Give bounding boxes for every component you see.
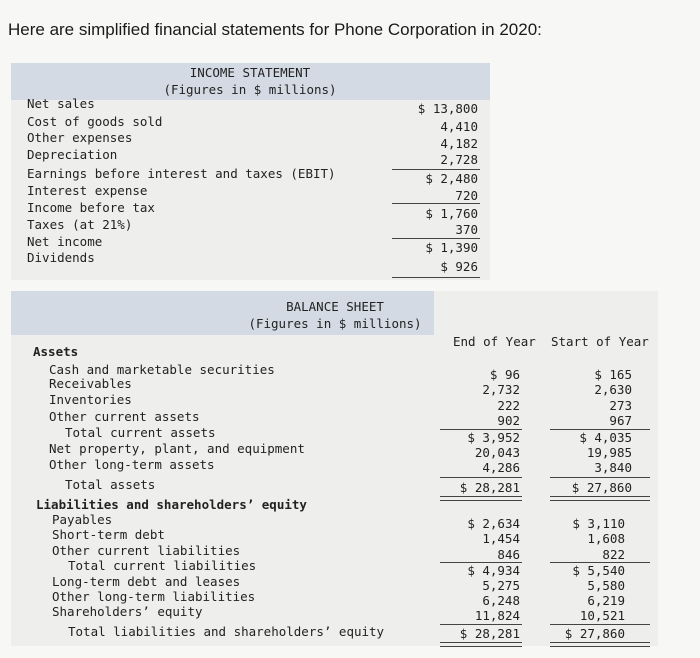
liab-end-rule-3	[440, 642, 522, 647]
asset-start-ppe: 19,985	[586, 445, 632, 460]
asset-start-rule-2	[550, 477, 650, 478]
income-value-net-sales: $ 13,800	[417, 101, 478, 116]
liab-end-other-long-term: 6,248	[482, 593, 520, 608]
liab-start-payables: $ 3,110	[572, 516, 625, 531]
liab-start-total: $ 27,860	[564, 626, 625, 641]
liab-label-short-term-debt: Short-term debt	[52, 527, 165, 542]
liab-start-rule-3	[550, 642, 650, 647]
asset-label-total-current: Total current assets	[65, 425, 216, 440]
asset-start-total-assets: $ 27,860	[571, 480, 632, 495]
liab-start-other-long-term: 6,219	[587, 593, 625, 608]
column-header-end-of-year: End of Year	[453, 334, 536, 349]
liab-start-equity: 10,521	[579, 608, 625, 623]
liab-end-payables: $ 2,634	[467, 516, 520, 531]
liabilities-heading: Liabilities and shareholders’ equity	[36, 497, 307, 512]
income-value-income-before-tax: $ 1,760	[425, 206, 478, 221]
liab-label-equity: Shareholders’ equity	[52, 604, 203, 619]
income-rule-2	[392, 203, 480, 204]
liab-end-long-term-debt: 5,275	[482, 578, 520, 593]
income-label-other-expenses: Other expenses	[27, 130, 133, 145]
income-value-net-income: $ 1,390	[425, 240, 478, 255]
income-label-interest: Interest expense	[27, 183, 148, 198]
income-label-cogs: Cost of goods sold	[27, 114, 163, 129]
asset-label-total-assets: Total assets	[65, 477, 156, 492]
income-label-taxes: Taxes (at 21%)	[27, 217, 133, 232]
liab-end-short-term-debt: 1,454	[482, 531, 520, 546]
income-label-income-before-tax: Income before tax	[27, 200, 155, 215]
balance-sheet-subtitle: (Figures in $ millions)	[248, 316, 422, 331]
income-statement-subtitle: (Figures in $ millions)	[163, 82, 337, 97]
asset-end-cash: $ 96	[489, 367, 520, 382]
intro-text: Here are simplified financial statements for Phone Corporation in 2020:	[8, 20, 542, 39]
income-value-ebit: $ 2,480	[425, 171, 478, 186]
liab-start-rule-2	[550, 624, 650, 625]
asset-end-other-current: 902	[497, 413, 520, 428]
liab-end-equity: 11,824	[474, 608, 520, 623]
income-value-taxes: 370	[455, 222, 478, 237]
asset-end-total-assets: $ 28,281	[459, 480, 520, 495]
asset-label-ppe: Net property, plant, and equipment	[49, 441, 305, 456]
income-label-depreciation: Depreciation	[27, 147, 118, 162]
income-rule-3	[392, 238, 480, 239]
income-rule-1	[392, 169, 480, 170]
income-label-net-sales: Net sales	[27, 96, 95, 111]
asset-end-rule-2	[440, 477, 522, 478]
liab-end-total: $ 28,281	[459, 626, 520, 641]
asset-label-receivables: Receivables	[49, 376, 132, 391]
asset-end-receivables: 2,732	[482, 382, 520, 397]
assets-heading: Assets	[33, 344, 79, 359]
asset-start-inventories: 273	[609, 398, 632, 413]
balance-sheet-title: BALANCE SHEET	[286, 299, 384, 314]
asset-label-other-current: Other current assets	[49, 409, 200, 424]
liab-end-total-current: $ 4,934	[467, 563, 520, 578]
asset-start-cash: $ 165	[594, 367, 632, 382]
income-value-other-expenses: 4,182	[440, 136, 478, 151]
liab-label-payables: Payables	[52, 512, 113, 527]
asset-label-cash: Cash and marketable securities	[49, 362, 275, 377]
asset-start-rule-3	[550, 496, 650, 501]
income-value-dividends: $ 926	[440, 259, 478, 274]
income-label-dividends: Dividends	[27, 250, 95, 265]
liab-end-rule-2	[440, 624, 522, 625]
asset-start-receivables: 2,630	[594, 382, 632, 397]
asset-end-other-long-term: 4,286	[482, 460, 520, 475]
asset-end-ppe: 20,043	[474, 445, 520, 460]
column-header-start-of-year: Start of Year	[551, 334, 649, 349]
liab-start-short-term-debt: 1,608	[587, 531, 625, 546]
income-rule-4	[392, 277, 480, 278]
asset-end-inventories: 222	[497, 398, 520, 413]
income-label-net-income: Net income	[27, 234, 103, 249]
income-value-cogs: 4,410	[440, 119, 478, 134]
liab-label-other-long-term: Other long-term liabilities	[52, 589, 256, 604]
income-value-interest: 720	[455, 188, 478, 203]
income-statement-title: INCOME STATEMENT	[189, 65, 311, 80]
asset-label-inventories: Inventories	[49, 392, 132, 407]
liab-label-total-current: Total current liabilities	[68, 558, 257, 573]
liab-start-total-current: $ 5,540	[572, 563, 625, 578]
liab-label-total: Total liabilities and shareholders’ equity	[68, 624, 385, 639]
income-value-depreciation: 2,728	[440, 152, 478, 167]
asset-start-other-long-term: 3,840	[594, 460, 632, 475]
asset-start-total-current: $ 4,035	[579, 430, 632, 445]
income-label-ebit: Earnings before interest and taxes (EBIT)	[27, 166, 336, 181]
liab-end-other-current: 846	[497, 547, 520, 562]
asset-start-other-current: 967	[609, 413, 632, 428]
asset-end-rule-3	[440, 496, 522, 501]
asset-label-other-long-term: Other long-term assets	[49, 457, 215, 472]
liab-start-other-current: 822	[602, 547, 625, 562]
liab-start-long-term-debt: 5,580	[587, 578, 625, 593]
liab-label-long-term-debt: Long-term debt and leases	[52, 574, 241, 589]
liab-label-other-current: Other current liabilities	[52, 543, 241, 558]
asset-end-total-current: $ 3,952	[467, 430, 520, 445]
